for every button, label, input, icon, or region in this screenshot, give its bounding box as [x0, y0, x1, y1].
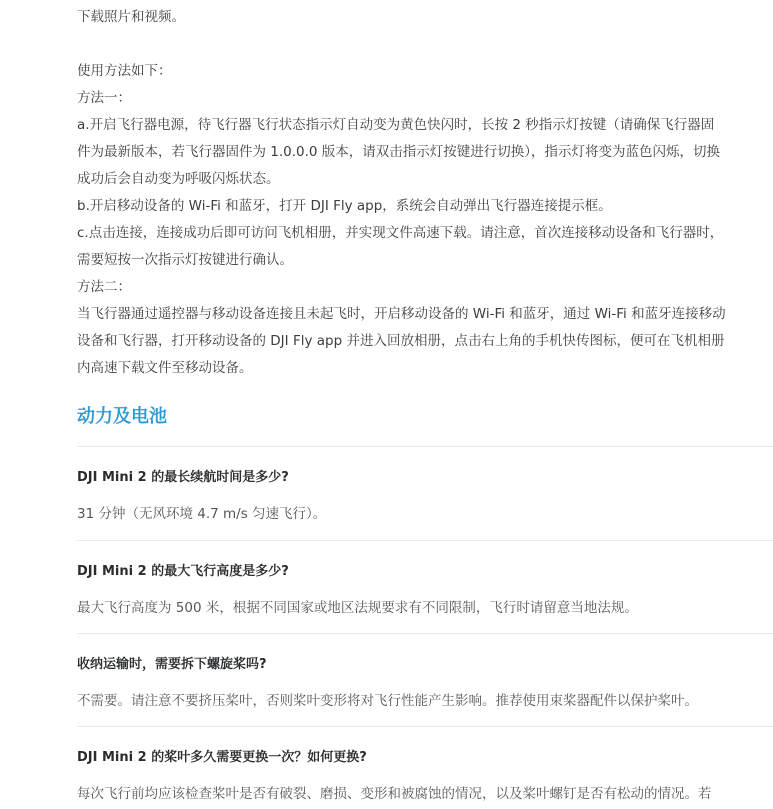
- method2-line-3: 内高速下载文件至移动设备。: [77, 360, 253, 376]
- intro-line-top: 下载照片和视频。: [77, 9, 185, 25]
- intro-text: [77, 4, 745, 382]
- step-a-line-2: 件为最新版本，若飞行器固件为 1.0.0.0 版本，请双击指示灯按键进行切换），指示灯将变为蓝色闪烁，切换: [77, 144, 721, 160]
- step-a-line-1: a.开启飞行器电源，待飞行器飞行状态指示灯自动变为黄色快闪时，长按 2 秒指示灯按键（请确保飞行器固: [77, 117, 715, 133]
- faq-item[interactable]: [77, 446, 773, 541]
- faq-answer: 每次飞行前均应该检查桨叶是否有破裂、磨损、变形和被腐蚀的情况，以及桨叶螺钉是否有松动的情况。若: [77, 786, 712, 802]
- faq-question[interactable]: DJI Mini 2 的最大飞行高度是多少?: [77, 564, 289, 579]
- method2-heading: 方法二：: [77, 279, 131, 295]
- faq-question[interactable]: DJI Mini 2 的最长续航时间是多少?: [77, 470, 289, 485]
- method1-heading: 方法一：: [77, 90, 131, 106]
- faq-answer: 31 分钟（无风环境 4.7 m/s 匀速飞行）。: [77, 506, 327, 522]
- faq-item[interactable]: [77, 633, 773, 727]
- method2-line-2: 设备和飞行器，打开移动设备的 DJI Fly app 并进入回放相册，点击右上角的手机快传图标，便可在飞机相册: [77, 333, 725, 349]
- faq-answer: 最大飞行高度为 500 米，根据不同国家或地区法规要求有不同限制，飞行时请留意当地法规。: [77, 600, 638, 616]
- step-a-line-3: 成功后会自动变为呼吸闪烁状态。: [77, 171, 280, 187]
- step-c-line-2: 需要短按一次指示灯按键进行确认。: [77, 252, 293, 268]
- section-title: 动力及电池: [77, 406, 167, 427]
- faq-item[interactable]: [77, 726, 773, 809]
- faq-answer: 不需要。请注意不要挤压桨叶，否则桨叶变形将对飞行性能产生影响。推荐使用束桨器配件以保护桨叶。: [77, 693, 698, 709]
- faq-question[interactable]: DJI Mini 2 的桨叶多久需要更换一次？如何更换?: [77, 750, 367, 765]
- faq-item[interactable]: [77, 540, 773, 634]
- usage-heading: 使用方法如下：: [77, 63, 172, 79]
- step-b: b.开启移动设备的 Wi-Fi 和蓝牙，打开 DJI Fly app，系统会自动弹出飞行器连接提示框。: [77, 198, 612, 214]
- method2-line-1: 当飞行器通过遥控器与移动设备连接且未起飞时，开启移动设备的 Wi-Fi 和蓝牙，通过 Wi-Fi 和蓝牙连接移动: [77, 306, 726, 322]
- faq-question[interactable]: 收纳运输时，需要拆下螺旋桨吗?: [77, 657, 267, 672]
- step-c-line-1: c.点击连接，连接成功后即可访问飞机相册，并实现文件高速下载。请注意，首次连接移动设备和飞行器时，: [77, 225, 724, 241]
